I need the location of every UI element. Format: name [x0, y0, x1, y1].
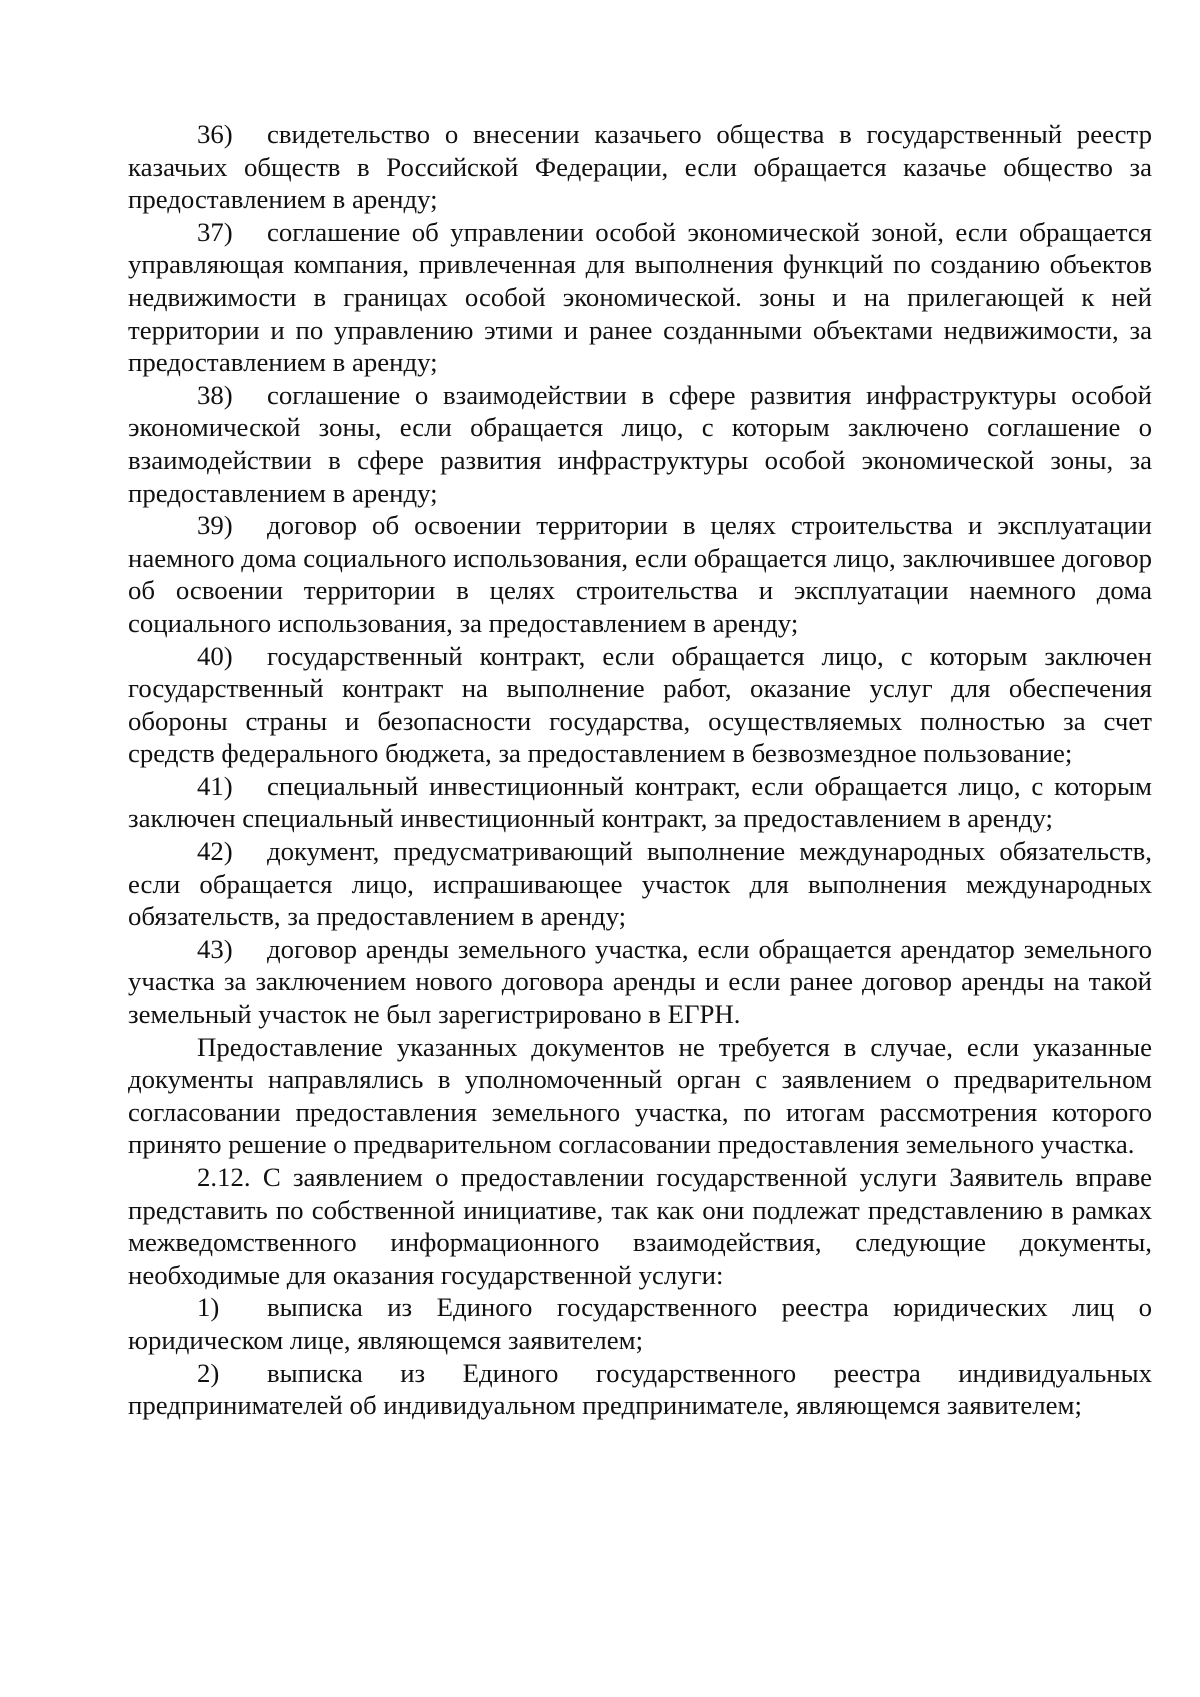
item-number: 39) [197, 510, 233, 541]
paragraph-text: документ, предусматривающий выполнение международных обязательств, если обращается лицо, испрашивающее участок для выполнения международных обязательств, за предоставлением в аренду; [128, 836, 1152, 932]
paragraph-item-39 [128, 509, 1152, 639]
paragraph-text: договор об освоении территории в целях строительства и эксплуатации наемного дома социального использования, если обращается лицо, заключившее договор об освоении территории в целях строительства и эксплуатации наемного дома социального использования, за предоставлением в аренду; [128, 510, 1152, 638]
paragraph-text: выписка из Единого государственного реестра юридических лиц о юридическом лице, являющемся заявителем; [128, 1292, 1152, 1355]
paragraph-item-42 [128, 835, 1152, 933]
paragraph-text: соглашение об управлении особой экономической зоной, если обращается управляющая компания, привлеченная для выполнения функций по созданию объектов недвижимости в границах особой экономической. зоны и на прилегающей к ней территории и по управлению этими и ранее созданными объектами недвижимости, за предоставлением в аренду; [128, 216, 1152, 378]
paragraph-item-40 [128, 640, 1152, 770]
item-number: 42) [197, 836, 233, 867]
item-number: 37) [197, 216, 233, 247]
paragraph-text: свидетельство о внесении казачьего общества в государственный реестр казачьих обществ в Российской Федерации, если обращается казачье общество за предоставлением в аренду; [128, 119, 1152, 215]
item-number: 1) [197, 1292, 220, 1323]
paragraph-item-1 [128, 1291, 1152, 1356]
paragraph-item-36 [128, 118, 1152, 216]
paragraph-documents-not-required [128, 1031, 1152, 1161]
item-number: 36) [197, 119, 233, 149]
paragraph-text: Предоставление указанных документов не требуется в случае, если указанные документы направлялись в уполномоченный орган с заявлением о предварительном согласовании предоставления земельного участка, по итогам рассмотрения которого принято решение о предварительном согласовании предоставления земельного участка. [128, 1031, 1152, 1160]
item-number: 43) [197, 933, 233, 964]
item-number: 41) [197, 770, 233, 801]
paragraph-text: государственный контракт, если обращается лицо, с которым заключен государственный контракт на выполнение работ, оказание услуг для обеспечения обороны страны и безопасности государства, осуществляемых полностью за счет средств федерального бюджета, за предоставлением в безвозмездное пользование; [128, 640, 1152, 769]
paragraph-section-2-12 [128, 1161, 1152, 1291]
paragraph-text: 2.12. С заявлением о предоставлении государственной услуги Заявитель вправе представить по собственной инициативе, так как они подлежат представлению в рамках межведомственного информационного взаимодействия, следующие документы, необходимые для оказания государственной услуги: [128, 1162, 1152, 1290]
item-number: 40) [197, 640, 233, 671]
item-number: 2) [197, 1357, 220, 1388]
paragraph-item-43 [128, 933, 1152, 1031]
paragraph-text: договор аренды земельного участка, если обращается арендатор земельного участка за заключением нового договора аренды и если ранее договор аренды на такой земельный участок не был зарегистрировано в ЕГРН. [128, 933, 1152, 1030]
paragraph-item-38 [128, 379, 1152, 509]
paragraph-text: соглашение о взаимодействии в сфере развития инфраструктуры особой экономической зоны, если обращается лицо, с которым заключено соглашение о взаимодействии в сфере развития инфраструктуры особой экономической зоны, за предоставлением в аренду; [128, 379, 1152, 508]
document-page [128, 118, 1152, 1422]
paragraph-text: выписка из Единого государственного реестра индивидуальных предпринимателей об индивидуальном предпринимателе, являющемся заявителем; [128, 1357, 1152, 1421]
item-number: 38) [197, 379, 233, 410]
paragraph-item-41 [128, 770, 1152, 835]
paragraph-item-37 [128, 216, 1152, 379]
paragraph-item-2 [128, 1357, 1152, 1422]
paragraph-text: специальный инвестиционный контракт, если обращается лицо, с которым заключен специальный инвестиционный контракт, за предоставлением в аренду; [128, 770, 1152, 834]
